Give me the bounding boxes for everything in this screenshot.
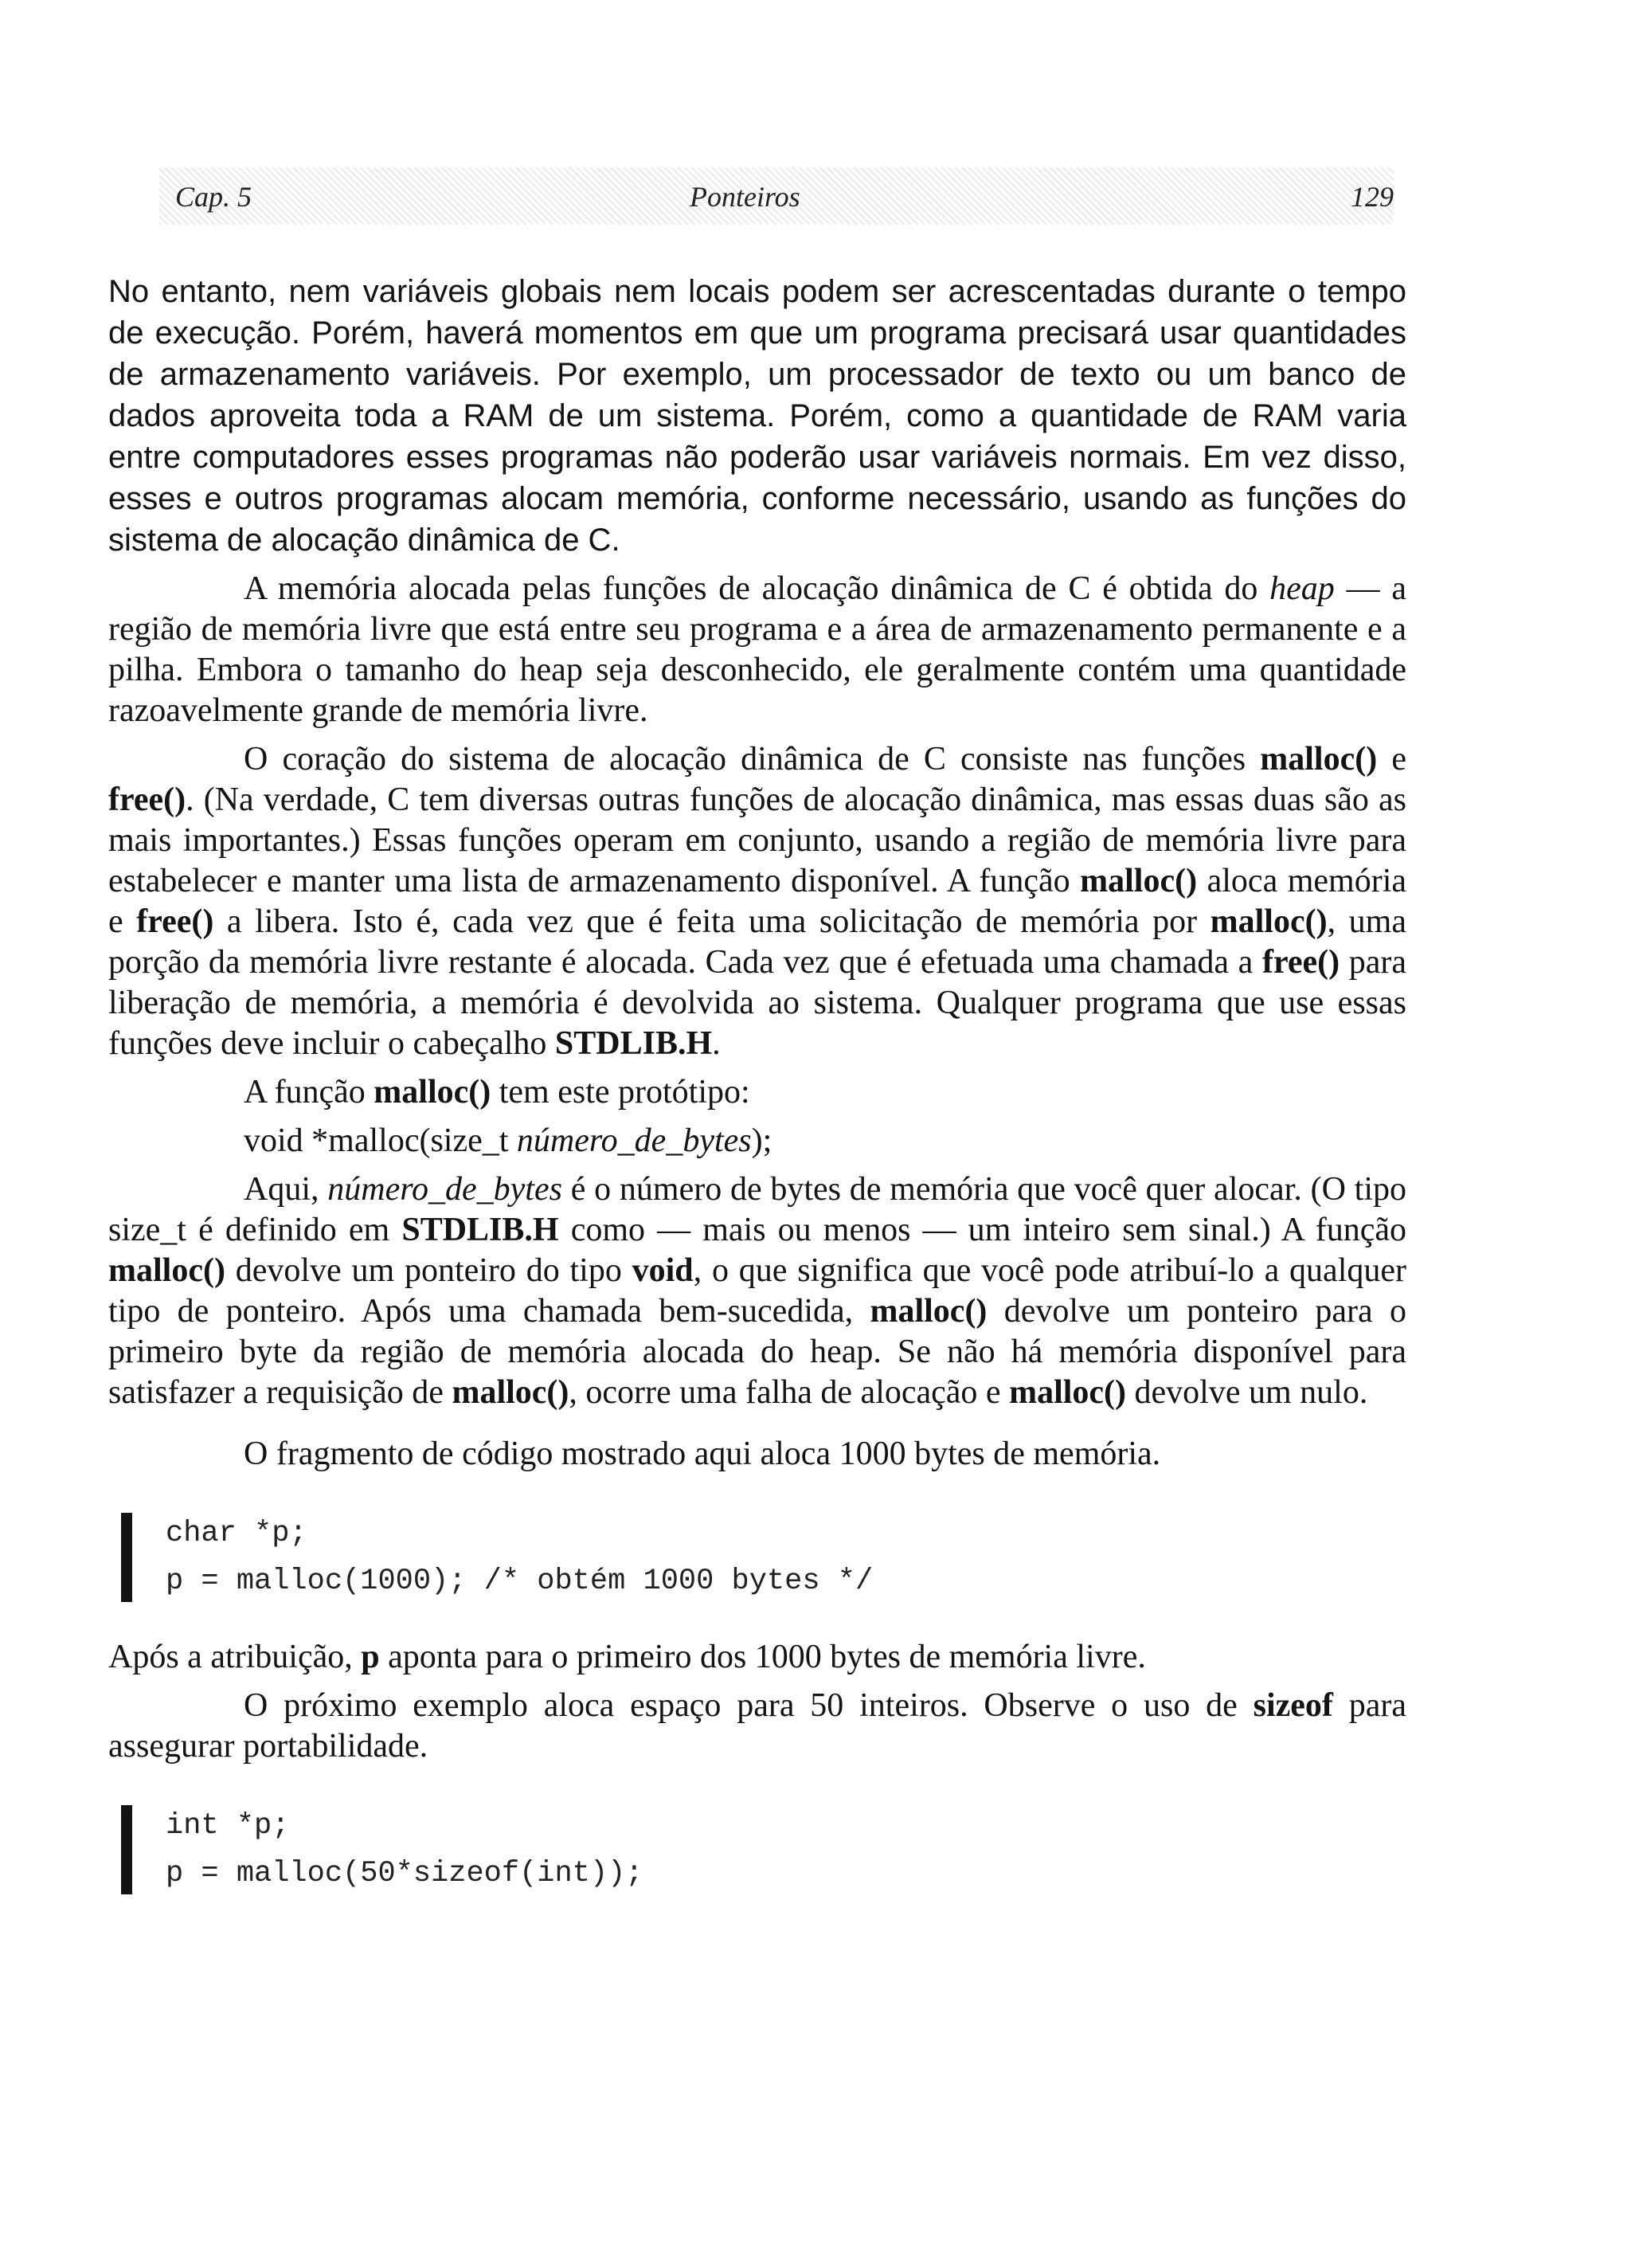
term-stdlib: STDLIB.H <box>554 1025 713 1062</box>
code-marker-bar <box>121 1805 132 1894</box>
paragraph-next-example <box>108 1686 1406 1767</box>
text-span: . <box>712 1025 721 1062</box>
code-block-1 <box>108 1510 1406 1605</box>
paragraph-after-assignment <box>108 1637 1406 1678</box>
paragraph-prototype-intro <box>108 1072 1406 1113</box>
term-malloc: malloc() <box>1260 741 1378 778</box>
term-malloc: malloc() <box>374 1074 491 1110</box>
term-malloc: malloc() <box>1080 863 1198 899</box>
running-header <box>159 167 1394 225</box>
text-span: ); <box>751 1122 772 1159</box>
code-line: int *p; <box>166 1809 290 1843</box>
text-span: A memória alocada pelas funções de alocação dinâmica de C é obtida do <box>244 570 1270 607</box>
code-line: p = malloc(50*sizeof(int)); <box>166 1857 643 1890</box>
text-span: — a região de memória livre que está entre seu programa e a área de armazenamento permanente e a pilha. Embora o tamanho do heap seja desconhecido, ele geralmente contém uma quantidade razoavelmente grande de memória livre. <box>108 570 1406 729</box>
term-sizeof: sizeof <box>1253 1687 1333 1724</box>
text-span: devolve um ponteiro do tipo <box>225 1252 632 1289</box>
text-span: devolve um nulo. <box>1126 1374 1368 1411</box>
paragraph-intro: No entanto, nem variáveis globais nem locais podem ser acrescentadas durante o tempo de execução. Porém, haverá momentos em que um programa precisará usar quantidades de armazenamento variáveis. Por exemplo, um processador de texto ou um banco de dados aproveita toda a RAM de um sistema. Porém, como a quantidade de RAM varia entre computadores esses programas não poderão usar variáveis normais. Em vez disso, esses e outros programas alocam memória, conforme necessário, usando as funções do sistema de alocação dinâmica de C. <box>108 274 1406 558</box>
term-p: p <box>361 1639 380 1675</box>
text-span: para assegurar portabilidade. <box>108 1687 1406 1765</box>
text-span: , uma porção da memória livre restante é alocada. Cada vez que é efetuada uma chamada a <box>108 903 1406 981</box>
text-span: A função <box>244 1074 374 1110</box>
term-free: free() <box>1261 944 1340 981</box>
term-malloc: malloc() <box>1210 903 1328 940</box>
text-span: O coração do sistema de alocação dinâmica de C consiste nas funções <box>244 741 1261 778</box>
page-number: 129 <box>1351 181 1394 213</box>
code-marker-bar <box>121 1513 132 1602</box>
text-span: para liberação de memória, a memória é devolvida ao sistema. Qualquer programa que use essas funções deve incluir o cabeçalho <box>108 944 1406 1062</box>
term-heap: heap <box>1269 570 1335 607</box>
prototype-line <box>108 1121 1406 1161</box>
text-span: , o que significa que você pode atribuí-lo a qualquer tipo de ponteiro. Após uma chamada bem-sucedida, <box>108 1252 1406 1330</box>
code-block-2 <box>108 1802 1406 1898</box>
term-free: free() <box>108 781 186 818</box>
text-span: tem este protótipo: <box>491 1074 750 1110</box>
page-body <box>108 271 1406 1929</box>
text-span: Após a atribuição, <box>108 1639 362 1675</box>
code-line: p = malloc(1000); /* obtém 1000 bytes */ <box>166 1565 874 1598</box>
text-span: . (Na verdade, C tem diversas outras funções de alocação dinâmica, mas essas duas são as mais importantes.) Essas funções operam em conjunto, usando a região de memória livre para estabelecer e manter uma lista de armazenamento disponível. A função <box>108 781 1406 899</box>
text-span: aloca memória e <box>108 863 1407 940</box>
text-span: , ocorre uma falha de alocação e <box>569 1374 1010 1411</box>
term-malloc: malloc() <box>1009 1374 1127 1411</box>
text-span: e <box>1377 741 1406 778</box>
term-stdlib: STDLIB.H <box>401 1212 559 1248</box>
text-span: como — mais ou menos — um inteiro sem sinal.) A função <box>558 1212 1406 1248</box>
term-void: void <box>632 1252 694 1289</box>
text-span: a libera. Isto é, cada vez que é feita uma solicitação de memória por <box>213 903 1211 940</box>
text-span: é o número de bytes de memória que você quer alocar. (O tipo size_t é definido em <box>108 1171 1407 1248</box>
text-span: devolve um ponteiro para o primeiro byte da região de memória alocada do heap. Se não há memória disponível para satisfazer a requisição de <box>108 1293 1406 1411</box>
term-free: free() <box>136 903 214 940</box>
chapter-label: Cap. 5 <box>175 181 252 213</box>
paragraph-fragment-intro: O fragmento de código mostrado aqui aloca 1000 bytes de memória. <box>244 1436 1161 1472</box>
term-arg: número_de_bytes <box>516 1122 752 1159</box>
term-malloc: malloc() <box>108 1252 225 1289</box>
term-malloc: malloc() <box>870 1293 988 1330</box>
paragraph-malloc-free <box>108 739 1406 1064</box>
paragraph-heap <box>108 569 1406 731</box>
code-line: char *p; <box>166 1517 307 1550</box>
text-span: O próximo exemplo aloca espaço para 50 inteiros. Observe o uso de <box>244 1687 1254 1724</box>
text-span: Aqui, <box>244 1171 328 1208</box>
running-title: Ponteiros <box>690 181 800 213</box>
text-span: void *malloc(size_t <box>244 1122 517 1159</box>
paragraph-malloc-detail <box>108 1169 1406 1413</box>
term-arg: número_de_bytes <box>327 1171 562 1208</box>
term-malloc: malloc() <box>452 1374 569 1411</box>
text-span: aponta para o primeiro dos 1000 bytes de memória livre. <box>379 1639 1146 1675</box>
